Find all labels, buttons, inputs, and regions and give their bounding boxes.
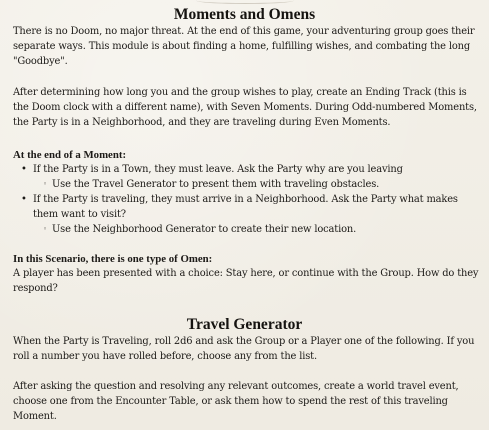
section-title-travel: Travel Generator bbox=[186, 316, 303, 333]
top-ornament bbox=[196, 0, 294, 4]
travel-after-paragraph: After asking the question and resolving any relevant outcomes, create a world travel event, choose one from the Encounter Table, or ask them how to spend the rest of this traveling Moment. bbox=[13, 381, 459, 422]
sub-bullet-icon: ◦ bbox=[43, 180, 48, 188]
sub-bullet-icon: ◦ bbox=[43, 225, 48, 233]
omen-paragraph: A player has been presented with a choice: Stay here, or continue with the Group. How do they respond? bbox=[13, 268, 479, 294]
bullet-icon: • bbox=[21, 194, 27, 205]
rule-traveling-sub: Use the Neighborhood Generator to create their new location. bbox=[52, 224, 357, 235]
bullet-icon: • bbox=[21, 164, 27, 175]
end-of-moment-heading: At the end of a Moment: bbox=[13, 149, 127, 161]
intro-paragraph: There is no Doom, no major threat. At the end of this game, your adventuring group goes their separate ways. This module is about finding a home, fulfilling wishes, and combating the long "Goodbye". bbox=[13, 26, 475, 67]
rule-town-sub: Use the Travel Generator to present them with traveling obstacles. bbox=[52, 179, 380, 190]
setup-paragraph: After determining how long you and the group wishes to play, create an Ending Track (this is the Doom clock with a different name), with Seven Moments. During Odd-numbered Moments, the Party is in a Neighborhood, and they are traveling during Even Moments. bbox=[13, 87, 477, 128]
omen-heading: In this Scenario, there is one type of Omen: bbox=[13, 253, 213, 265]
section-title-moments: Moments and Omens bbox=[173, 6, 316, 23]
travel-intro-paragraph: When the Party is Traveling, roll 2d6 and ask the Group or a Player one of the following. If you roll a number you have rolled before, choose any from the list. bbox=[13, 336, 475, 362]
rule-traveling: If the Party is traveling, they must arrive in a Neighborhood. Ask the Party what makes them want to visit? bbox=[33, 194, 458, 220]
rule-town: If the Party is in a Town, they must leave. Ask the Party why are you leaving bbox=[33, 164, 403, 175]
